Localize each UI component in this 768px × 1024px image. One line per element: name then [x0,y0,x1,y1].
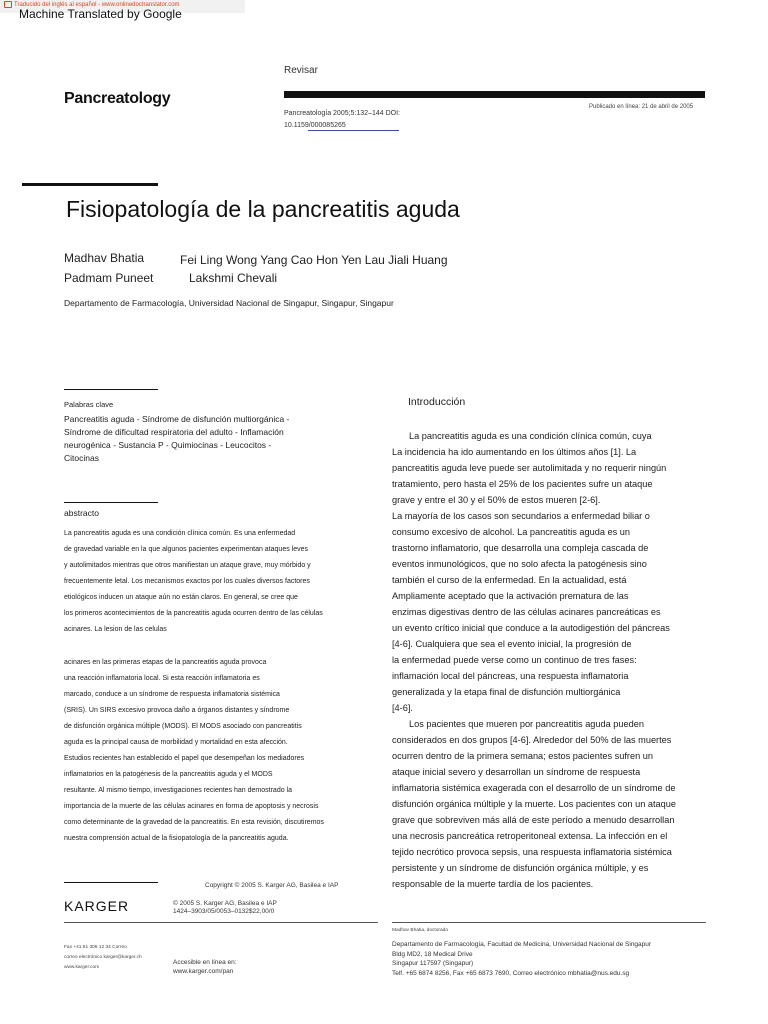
published-date: Publicado en línea: 21 de abril de 2005 [589,104,694,110]
footer-access: Accesible en línea en: www.karger.com/pan [173,959,237,975]
citation: Pancreatología 2005;5:132–144 DOI: 10.1159/000085265 [284,108,400,132]
karger-email[interactable]: correo electrónico karger@karger.ch [64,955,142,960]
header-rule [284,91,705,98]
journal-logo: Pancreatology [64,90,171,107]
translate-icon [4,1,12,8]
correspondence-address: Departamento de Farmacología, Facultad de Medicina, Universidad Nacional de Singapur Bldg MD2, 18 Medical Drive Singapur 117597 (Singapur) Telf. +65 6874 8256, Fax +65 6873 7690, Correo electrónico mbhatia@nus.edu.sg [392,941,652,977]
keywords-heading: Palabras clave [64,400,114,409]
intro-heading: Introducción [408,396,466,408]
author-bhatia: Madhav Bhatia [64,251,145,265]
footer-copyright: © 2005 S. Karger AG, Basilea e IAP 1424–3903/05/0053–0132$22,00/0 [173,900,277,915]
author-chevali: Lakshmi Chevali [189,271,278,285]
correspondence-name: Madhav Bhatia, doctorado [392,928,449,933]
abstract-copyright: Copyright © 2005 S. Karger AG, Basilea e IAP [205,882,339,889]
keywords-rule [64,389,158,390]
keywords-list: Pancreatitis aguda - Síndrome de disfunción multiorgánica - Síndrome de dificultad respiratoria del adulto - Inflamación neurogénica - Sustancia P - Quimiocinas - Leucocitos - Citocinas [64,414,290,463]
author-puneet: Padmam Puneet [64,271,154,285]
affiliation: Departamento de Farmacología, Universidad Nacional de Singapur, Singapur, Singapur [64,298,394,308]
journal-web-link[interactable]: www.karger.com/pan [173,968,234,975]
karger-web-link[interactable]: www.karger.com [64,965,100,970]
doi-underline [308,130,399,131]
karger-contact: Fax +41 61 306 12 34 Correo correo electrónico karger@karger.ch www.karger.com [64,943,142,973]
section-label: Revisar [284,65,318,76]
correspondence-contact[interactable]: Telf. +65 6874 8256, Fax +65 6873 7690, Correo electrónico mbhatia@nus.edu.sg [392,969,630,977]
abstract-rule [64,502,158,503]
translation-source: Traducido del inglés al español - www.onlinedoctranslator.com [4,1,180,9]
footer-rule-right [392,922,706,923]
doi-link[interactable]: 10.1159/000085265 [284,122,346,129]
machine-translated-label: Machine Translated by Google [19,7,182,21]
title-rule [22,183,158,186]
abstract-end-rule [64,882,158,883]
abstract-part1: La pancreatitis aguda es una condición clínica común. Es una enfermedad de gravedad variable en la que algunos pacientes experimentan ataques leves y autolimitados mientras que otros manifiestan un ataque grave, muy mórbido y frecuentemente letal. Los mecanismos exactos por los cuales diversos factores etiológicos inducen un ataque aún no están claros. En general, se cree que los primeros acontecimientos de la pancreatitis aguda ocurren dentro de las células acinares. La lesion de las celulas [64,530,323,633]
karger-logo: KARGER [64,898,130,914]
abstract-heading: abstracto [64,508,99,518]
footer-rule-left [64,922,378,923]
author-group: Fei Ling Wong Yang Cao Hon Yen Lau Jiali Huang [180,253,448,267]
intro-body: La pancreatitis aguda es una condición clínica común, cuya La incidencia ha ido aumentando en los últimos años [1]. La pancreatitis aguda leve puede ser autolimitada y no requerir ningún tratamiento, pero hasta el 25% de los pacientes sufre un ataque grave y entre el 30 y el 50% de estos mueren [2-6]. La mayoría de los casos son secundarios a enfermedad biliar o consumo excesivo de alcohol. La pancreatitis aguda es un trastorno inflamatorio, que desarrolla una compleja cascada de eventos inmunológicos, que no solo afecta la patogénesis sino también el curso de la enfermedad. En la actualidad, está Ampliamente aceptado que la activación prematura de las enzimas digestivas dentro de las células acinares pancreáticas es un evento crítico inicial que conduce a la autodigestión del páncreas [4-6]. Cualquiera que sea el evento inicial, la progresión de la enfermedad puede verse como un continuo de tres fases: inflamación local del páncreas, una respuesta inflamatoria generalizada y la etapa final de disfunción multiorgánica [4-6]. Los pacientes que mueren por pancreatitis aguda pueden considerados en dos grupos [4-6]. Alrededor del 50% de las muertes ocurren dentro de la primera semana; estos pacientes sufren un ataque inicial severo y desarrollan un síndrome de respuesta inflamatoria sistémica exagerada con el desarrollo de un síndrome de disfunción orgánica múltiple y la muerte. Los pacientes con un ataque grave que sobreviven más allá de este período a menudo desarrollan una necrosis pancreática retroperitoneal extensa. La infección en el tejido necrótico provoca sepsis, una respuesta inflamatoria sistémica persistente y un síndrome de disfunción orgánica múltiple, y es responsable de la muerte tardía de los pacientes. [392,431,676,889]
abstract-part2: acinares en las primeras etapas de la pancreatitis aguda provoca una reacción inflamatoria local. Si esta reacción inflamatoria es marcado, conduce a un síndrome de respuesta inflamatoria sistémica (SRIS). Un SIRS excesivo provoca daño a órganos distantes y síndrome de disfunción orgánica múltiple (MODS). El MODS asociado con pancreatitis aguda es la principal causa de morbilidad y mortalidad en esta afección. Estudios recientes han establecido el papel que desempeñan los mediadores inflamatorios en la patogénesis de la pancreatitis aguda y el MODS resultante. Al mismo tiempo, investigaciones recientes han demostrado la importancia de la muerte de las células acinares en forma de apoptosis y necrosis como determinante de la gravedad de la pancreatitis. En esta revisión, discutiremos nuestra comprensión actual de la fisiopatología de la pancreatitis aguda. [64,659,324,842]
article-title: Fisiopatología de la pancreatitis aguda [66,196,460,222]
